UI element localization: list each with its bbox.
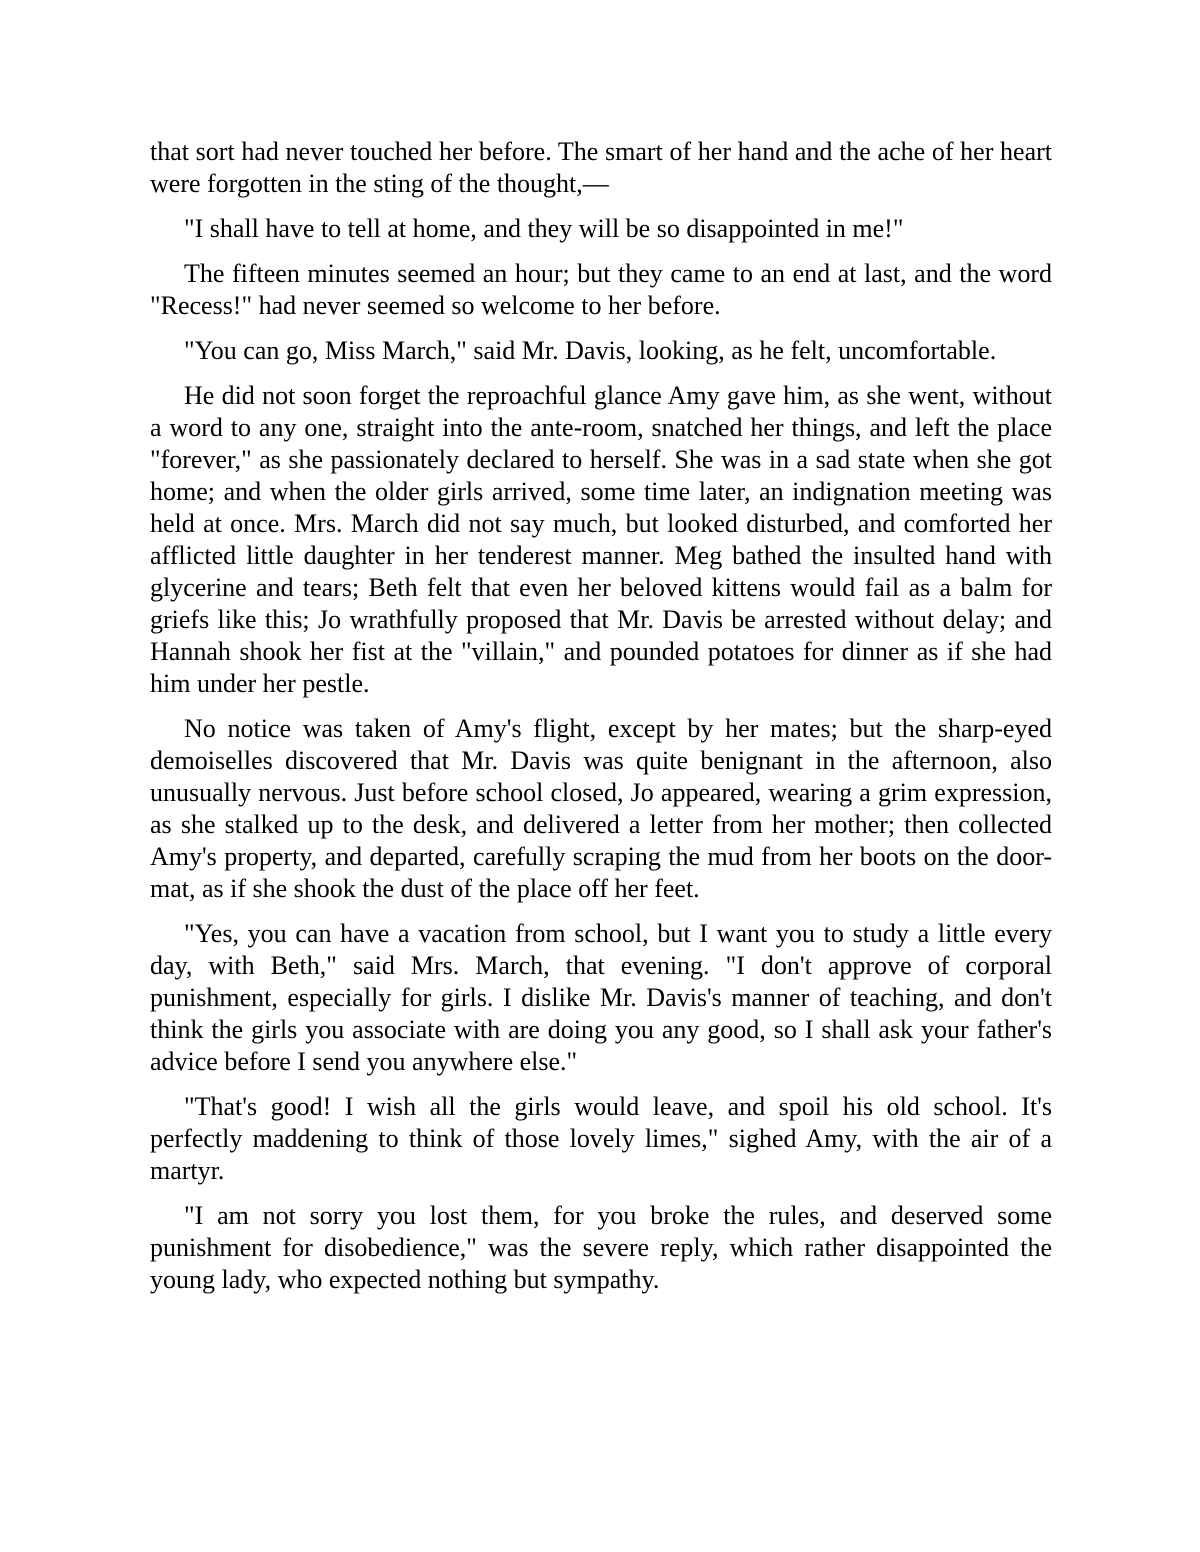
paragraph: "You can go, Miss March," said Mr. Davis, looking, as he felt, uncomfortable. bbox=[184, 336, 997, 365]
paragraph: that sort had never touched her before. The smart of her hand and the ache of her heart were forgotten in the sting of the thought,— bbox=[150, 137, 1052, 198]
paragraph: The fifteen minutes seemed an hour; but they came to an end at last, and the word "Recess!" had never seemed so welcome to her before. bbox=[150, 259, 1052, 320]
paragraph: "I am not sorry you lost them, for you broke the rules, and deserved some punishment for disobedience," was the severe reply, which rather disappointed the young lady, who expected nothing but sympathy. bbox=[150, 1201, 1052, 1294]
paragraph: He did not soon forget the reproachful glance Amy gave him, as she went, without a word to any one, straight into the ante-room, snatched her things, and left the place "forever," as she passionately declared to herself. She was in a sad state when she got home; and when the older girls arrived, some time later, an indignation meeting was held at once. Mrs. March did not say much, but looked disturbed, and comforted her afflicted little daughter in her tenderest manner. Meg bathed the insulted hand with glycerine and tears; Beth felt that even her beloved kittens would fail as a balm for griefs like this; Jo wrathfully proposed that Mr. Davis be arrested without delay; and Hannah shook her fist at the "villain," and pounded potatoes for dinner as if she had him under her pestle. bbox=[150, 381, 1052, 698]
paragraph: "Yes, you can have a vacation from school, but I want you to study a little every day, with Beth," said Mrs. March, that evening. "I don't approve of corporal punishment, especially for girls. I dislike Mr. Davis's manner of teaching, and don't think the girls you associate with are doing you any good, so I shall ask your father's advice before I send you anywhere else." bbox=[150, 919, 1052, 1076]
paragraph: No notice was taken of Amy's flight, except by her mates; but the sharp-eyed demoiselles discovered that Mr. Davis was quite benignant in the afternoon, also unusually nervous. Just before school closed, Jo appeared, wearing a grim expression, as she stalked up to the desk, and delivered a letter from her mother; then collected Amy's property, and departed, carefully scraping the mud from her boots on the door-mat, as if she shook the dust of the place off her feet. bbox=[150, 714, 1052, 903]
paragraph: "I shall have to tell at home, and they will be so disappointed in me!" bbox=[184, 214, 904, 243]
page-text-block bbox=[150, 136, 1052, 1309]
paragraph: "That's good! I wish all the girls would leave, and spoil his old school. It's perfectly maddening to think of those lovely limes," sighed Amy, with the air of a martyr. bbox=[150, 1092, 1052, 1185]
